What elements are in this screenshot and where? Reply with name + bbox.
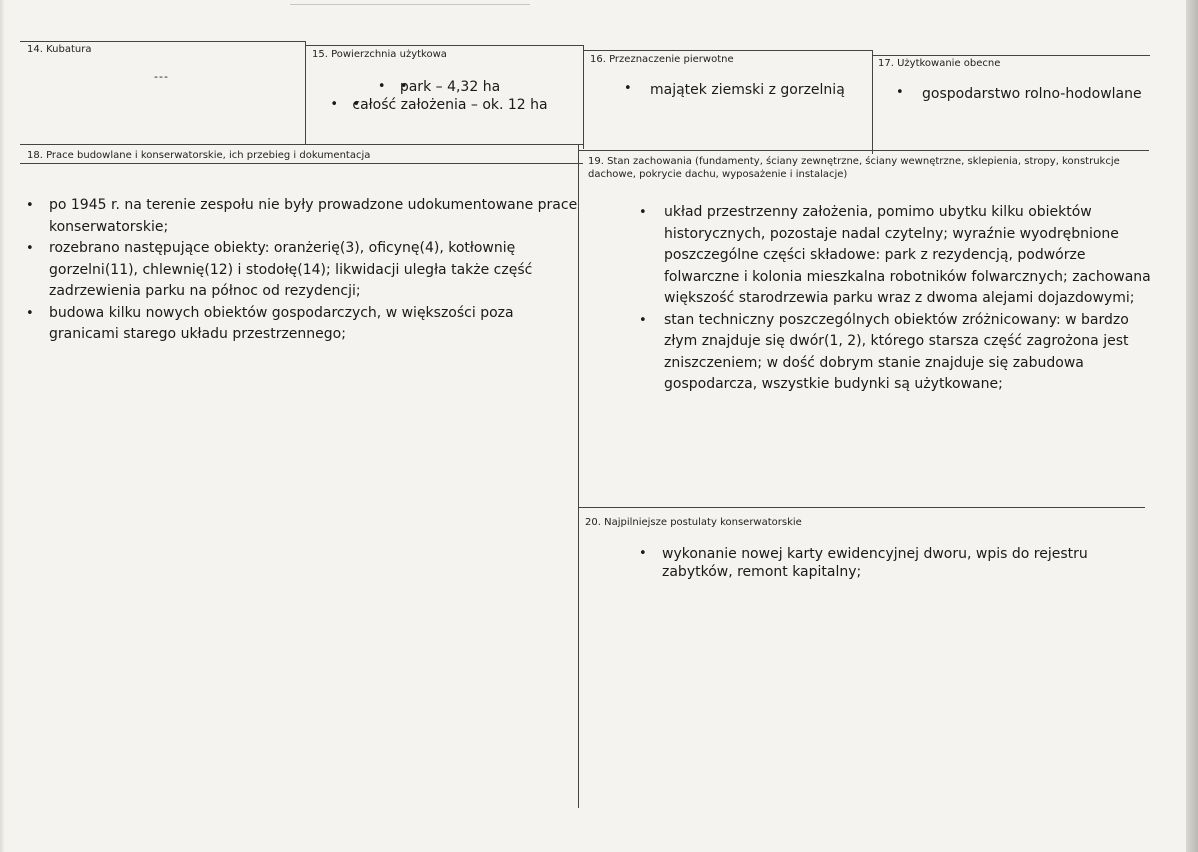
- field-18-label: 18. Prace budowlane i konserwatorskie, ich przebieg i dokumentacja: [27, 150, 371, 161]
- list-item-text: • całość założenia – ok. 12 ha: [352, 97, 547, 113]
- rule-17-top: [873, 55, 1150, 56]
- field-17-list: [890, 86, 1150, 102]
- rule-19-top: [579, 150, 1149, 151]
- scan-edge-right: [1186, 0, 1198, 852]
- list-item: • budowa kilku nowych obiektów gospodarczych, w większości poza granicami starego układu przestrzennego;: [24, 303, 584, 346]
- divider-16-17: [872, 50, 873, 154]
- list-item: [325, 78, 575, 96]
- scan-top-mark: [290, 4, 530, 5]
- field-19-list: [637, 202, 1157, 396]
- list-item: • stan techniczny poszczególnych obiektów zróżnicowany: w bardzo złym znajduje się dwór(1, 2), którego starsza część zagrożona jest zniszczeniem; w dość dobrym stanie znajduje się zabudowa gospodarcza, wszystkie budynki są użytkowane;: [637, 310, 1157, 396]
- rule-15-top: [305, 45, 583, 46]
- list-item: [325, 96, 575, 114]
- list-item: • wykonanie nowej karty ewidencyjnej dworu, wpis do rejestru zabytków, remont kapitalny;: [637, 545, 1157, 581]
- rule-18-top: [20, 144, 583, 145]
- list-item-text: • park – 4,32 ha: [400, 79, 500, 95]
- scan-edge-left: [0, 0, 5, 852]
- field-16-label: 16. Przeznaczenie pierwotne: [590, 54, 734, 65]
- field-18-list: [24, 195, 584, 346]
- field-20-list: [637, 545, 1157, 581]
- field-16-list: [610, 82, 860, 98]
- field-20-label: 20. Najpilniejsze postulaty konserwatorskie: [585, 517, 802, 528]
- rule-16-top: [583, 50, 873, 51]
- rule-18-under-label: [20, 163, 583, 164]
- divider-15-16: [583, 45, 584, 149]
- field-19-label: 19. Stan zachowania (fundamenty, ściany zewnętrzne, ściany wewnętrzne, sklepienia, stropy, konstrukcje dachowe, pokrycie dachu, wyposażenie i instalacje): [588, 156, 1120, 180]
- list-item: • gospodarstwo rolno-hodowlane: [890, 86, 1150, 102]
- list-item: • rozebrano następujące obiekty: oranżerię(3), oficynę(4), kotłownię gorzelni(11), chlewnię(12) i stodołę(14); likwidacji uległa także część zadrzewienia parku na północ od rezydencji;: [24, 238, 584, 303]
- rule-14-top: [20, 41, 305, 42]
- list-item: • układ przestrzenny założenia, pomimo ubytku kilku obiektów historycznych, pozostaje nadal czytelny; wyraźnie wyodrębnione poszczególne części składowe: park z rezydencją, podwórze folwarczne i kolonia mieszkalna robotników folwarcznych; zachowana większość starodrzewia parku wraz z dwoma alejami dojazdowymi;: [637, 202, 1157, 310]
- rule-20-top: [579, 507, 1145, 508]
- list-item: • po 1945 r. na terenie zespołu nie były prowadzone udokumentowane prace konserwatorskie;: [24, 195, 584, 238]
- field-14-label: 14. Kubatura: [27, 44, 92, 55]
- field-14-value: ---: [154, 70, 169, 83]
- field-17-label: 17. Użytkowanie obecne: [878, 58, 1001, 69]
- divider-14-15: [305, 41, 306, 145]
- field-15-list: [325, 78, 575, 114]
- field-15-label: 15. Powierzchnia użytkowa: [312, 49, 447, 60]
- list-item: • majątek ziemski z gorzelnią: [610, 82, 860, 98]
